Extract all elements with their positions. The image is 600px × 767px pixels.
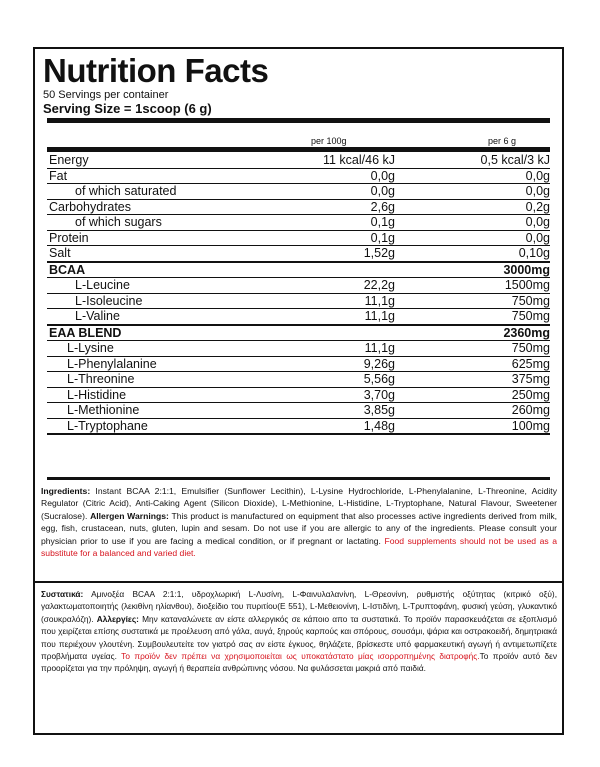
value-per-serving: 0,10g <box>395 246 550 262</box>
value-per-100g: 3,85g <box>285 403 395 419</box>
table-row <box>47 153 550 168</box>
nutrient-name: L-Lysine <box>47 341 285 357</box>
divider <box>35 581 562 583</box>
nutrient-name: Protein <box>47 230 285 246</box>
value-per-100g: 22,2g <box>285 278 395 294</box>
allergen-label-gr: Αλλεργίες: <box>96 613 139 624</box>
group-name: EAA BLEND <box>47 325 285 341</box>
value-per-serving: 0,2g <box>395 199 550 215</box>
value-per-serving: 375mg <box>395 372 550 388</box>
supplement-warning: Food supplements should not be used as a substitute for a balanced and varied diet. <box>41 535 557 559</box>
supplement-warning-gr: Το προϊόν δεν πρέπει να χρησιμοποιείται ως υποκατάστατο μίας ισορροπημένης διατροφής. <box>121 651 480 662</box>
value-per-100g: 11 kcal/46 kJ <box>285 153 395 168</box>
table-row <box>47 246 550 262</box>
nutrient-name: of which saturated <box>47 184 285 200</box>
value-per-100g: 3,70g <box>285 387 395 403</box>
value-per-serving: 0,0g <box>395 215 550 231</box>
value-per-serving: 2360mg <box>395 325 550 341</box>
nutrient-name: Energy <box>47 153 285 168</box>
table-row <box>47 168 550 184</box>
table-row <box>47 356 550 372</box>
value-per-100g: 0,1g <box>285 215 395 231</box>
nutrient-name: of which sugars <box>47 215 285 231</box>
ingredients-label-gr: Συστατικά: <box>41 589 84 599</box>
value-per-serving: 750mg <box>395 293 550 309</box>
allergen-label: Allergen Warnings: <box>90 510 169 521</box>
value-per-serving: 625mg <box>395 356 550 372</box>
table-row-group-bcaa <box>47 262 550 278</box>
table-row <box>47 278 550 294</box>
ingredients-label: Ingredients: <box>41 486 91 496</box>
thick-divider <box>47 118 550 123</box>
ingredients-text: Instant BCAA 2:1:1, Emulsifier (Sunflower Lecithin), L-Lysine Hydrochloride, L-Phenylalanine, L-Threonine, Acidity Regulator (Citric Acid), Anti-Caking Agent (Silicon Dioxide), L-Methionine, L-Histidine, L-Tryptophane, Natural Flavour, Sweetener (Sucralose). <box>41 486 557 521</box>
nutrition-table <box>47 153 550 435</box>
group-name: BCAA <box>47 262 285 278</box>
value-per-serving: 1500mg <box>395 278 550 294</box>
nutrient-name: Carbohydrates <box>47 199 285 215</box>
nutrient-name: L-Phenylalanine <box>47 356 285 372</box>
table-row <box>47 372 550 388</box>
nutrient-name: L-Leucine <box>47 278 285 294</box>
nutrient-name: L-Methionine <box>47 403 285 419</box>
nutrition-label <box>33 47 564 735</box>
table-row-group-eaa <box>47 325 550 341</box>
value-per-serving: 0,0g <box>395 184 550 200</box>
table-row <box>47 230 550 246</box>
value-per-100g: 11,1g <box>285 293 395 309</box>
table-row <box>47 341 550 357</box>
table-row <box>47 309 550 325</box>
ingredients-greek <box>41 588 557 675</box>
table-row <box>47 184 550 200</box>
value-per-100g: 1,48g <box>285 418 395 434</box>
value-per-serving: 0,0g <box>395 230 550 246</box>
table-row <box>47 215 550 231</box>
closing-text-gr: Το προϊόν αυτό δεν προορίζεται για την πρόληψη, αγωγή ή θεραπεία ανθρώπινης νόσου. Να φυλάσσεται μακριά από παιδιά. <box>41 651 557 674</box>
nutrient-name: L-Isoleucine <box>47 293 285 309</box>
divider <box>47 477 550 480</box>
value-per-serving: 750mg <box>395 309 550 325</box>
column-header-per-100g: per 100g <box>311 136 347 146</box>
nutrient-name: L-Histidine <box>47 387 285 403</box>
value-per-serving: 260mg <box>395 403 550 419</box>
value-per-100g <box>285 262 395 278</box>
value-per-serving: 100mg <box>395 418 550 434</box>
table-row <box>47 403 550 419</box>
value-per-100g: 5,56g <box>285 372 395 388</box>
thick-divider <box>47 147 550 152</box>
table-row <box>47 293 550 309</box>
value-per-100g <box>285 325 395 341</box>
servings-per-container: 50 Servings per container <box>43 89 169 101</box>
column-header-per-6g: per 6 g <box>488 136 517 146</box>
nutrient-name: L-Threonine <box>47 372 285 388</box>
value-per-100g: 11,1g <box>285 341 395 357</box>
allergen-text: This product is manufactured on equipment that also processes active ingredients derived from milk, egg, fish, crustacean, nuts, gluten, lupin and sesam. Do not use if you are allergic to any of the ingredients. Please consult your physician prior to use if you are facing a medical condition, or if pregnant or lactating. <box>41 510 557 546</box>
label-title: Nutrition Facts <box>43 52 269 89</box>
value-per-100g: 9,26g <box>285 356 395 372</box>
value-per-100g: 0,0g <box>285 184 395 200</box>
nutrient-name: L-Valine <box>47 309 285 325</box>
value-per-100g: 0,1g <box>285 230 395 246</box>
value-per-100g: 1,52g <box>285 246 395 262</box>
table-row <box>47 387 550 403</box>
value-per-serving: 0,5 kcal/3 kJ <box>395 153 550 168</box>
nutrient-name: Salt <box>47 246 285 262</box>
value-per-serving: 3000mg <box>395 262 550 278</box>
value-per-100g: 11,1g <box>285 309 395 325</box>
value-per-serving: 250mg <box>395 387 550 403</box>
nutrient-name: Fat <box>47 168 285 184</box>
value-per-100g: 2,6g <box>285 199 395 215</box>
table-row <box>47 418 550 434</box>
allergen-text-gr: Μην καταναλώνετε αν είστε αλλεργικός σε κάποιο απο τα συστατικά. Το προϊόν παρασκευάζεται σε εξοπλισμό που χειρίζεται επίσης συστατικά με προέλευση από γάλα, αυγά, ξηρούς καρπούς και σπόρους, σουσάμι, ψάρια και οστρακοειδή, δημητριακά που περιέχουν γλουτένη. Συμβουλευτείτε τον γιατρό σας αν είστε έγκυος, θηλάζετε, βρίσκεστε υπό φαρμακευτική αγωγή ή αντιμετωπίζετε προβλήματα υγείας. <box>41 613 557 662</box>
value-per-serving: 0,0g <box>395 168 550 184</box>
nutrient-name: L-Tryptophane <box>47 418 285 434</box>
value-per-100g: 0,0g <box>285 168 395 184</box>
ingredients-text-gr: Αμινοξέα BCAA 2:1:1, υδροχλωρική L-Λυσίνη, L-Φαινυλαλανίνη, L-Θρεονίνη, ρυθμιστής οξύτητας (κιτρικό οξύ), γαλακτωματοποιητής (λεκιθίνη ηλίανθου), διοξείδιο του πυριτίου(E 551), L-Μεθειονίνη, L-Ιστιδίνη, L-Τρυπτοφάνη, φυσική γεύση, γλυκαντικό (σουκραλόζη). <box>41 589 557 624</box>
serving-size: Serving Size = 1scoop (6 g) <box>43 101 212 116</box>
table-row <box>47 199 550 215</box>
value-per-serving: 750mg <box>395 341 550 357</box>
ingredients-english <box>41 485 557 559</box>
